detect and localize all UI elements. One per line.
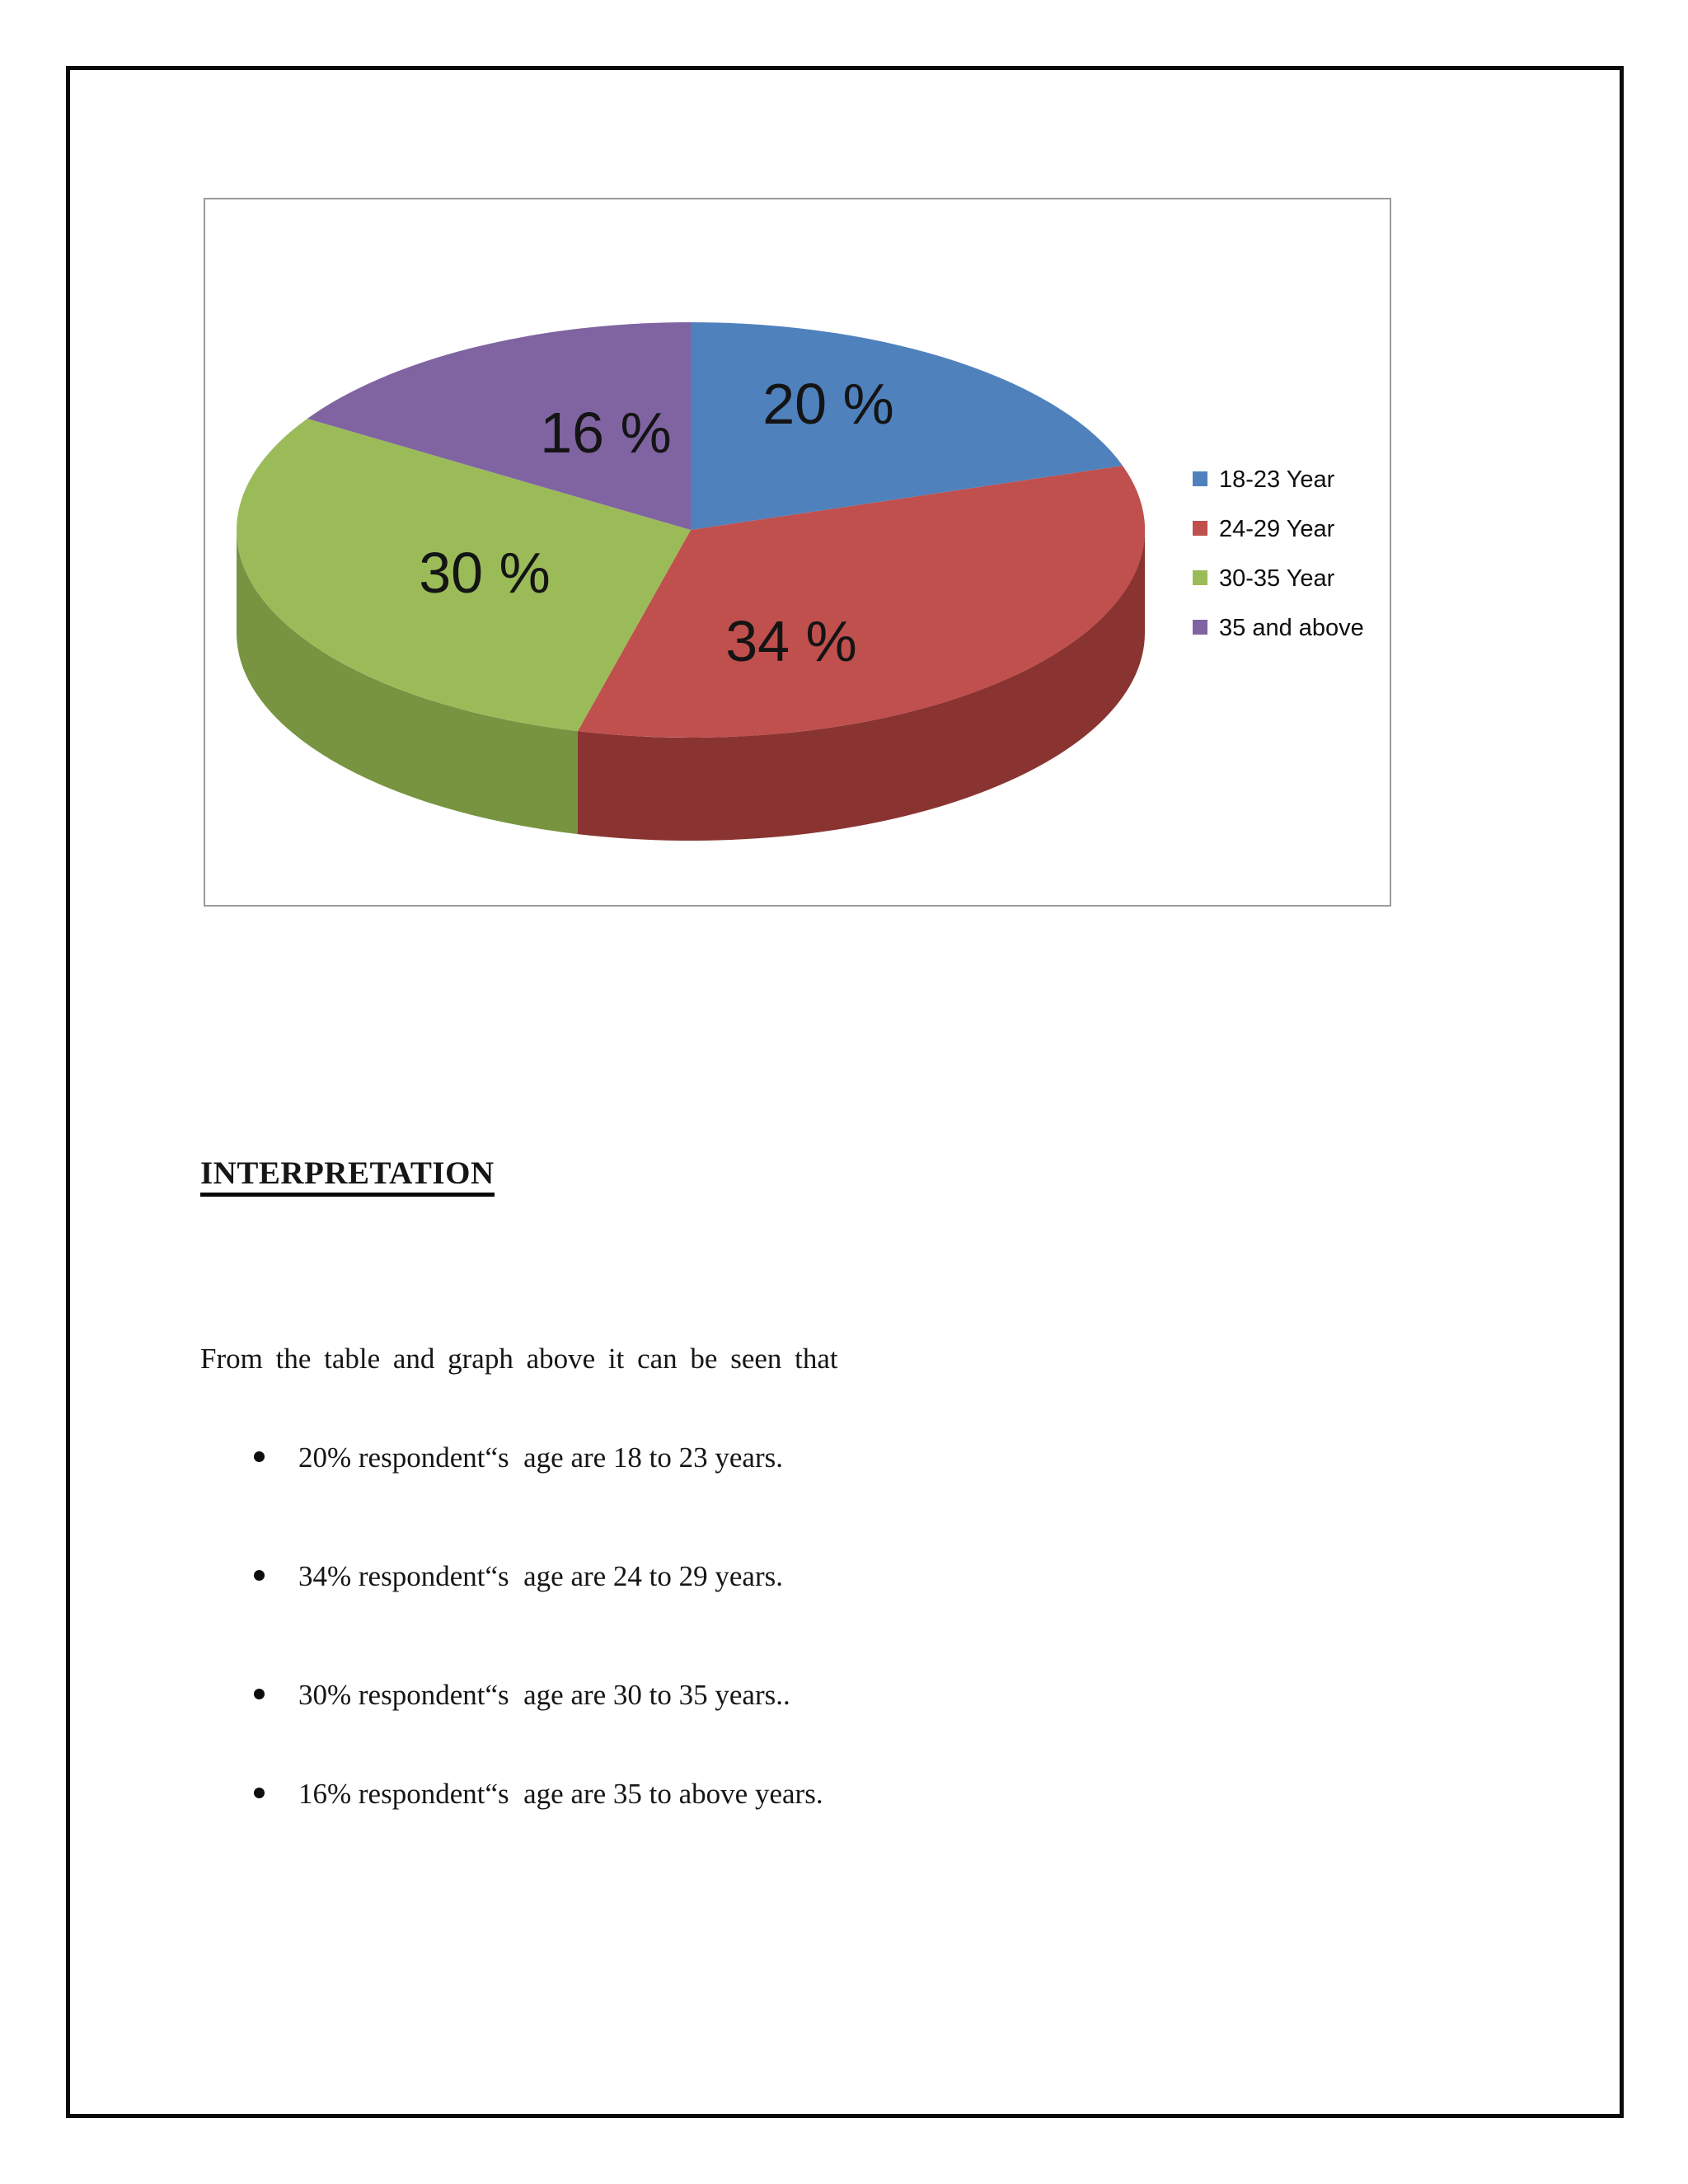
legend-label: 24-29 Year	[1219, 515, 1335, 542]
bullet-text: 34% respondent“s age are 24 to 29 years.	[298, 1560, 783, 1592]
bullet-text: 30% respondent“s age are 30 to 35 years..	[298, 1679, 790, 1711]
pie-label-30-35: 30 %	[419, 541, 551, 605]
list-item	[254, 1559, 783, 1594]
legend-item-35-above	[1193, 614, 1364, 641]
legend-item-18-23	[1193, 466, 1364, 493]
pie-chart-panel	[204, 198, 1391, 907]
legend-swatch-purple	[1193, 620, 1207, 635]
legend-item-30-35	[1193, 565, 1364, 592]
legend-swatch-blue	[1193, 471, 1207, 486]
chart-legend	[1193, 466, 1364, 669]
legend-swatch-green	[1193, 570, 1207, 585]
bullet-icon	[254, 1788, 265, 1798]
pie-label-35-above: 16 %	[540, 401, 672, 465]
legend-swatch-red	[1193, 521, 1207, 536]
legend-label: 30-35 Year	[1219, 565, 1335, 592]
interpretation-heading: INTERPRETATION	[200, 1157, 495, 1197]
bullet-text: 16% respondent“s age are 35 to above years.	[298, 1778, 823, 1810]
list-item	[254, 1441, 783, 1475]
bullet-icon	[254, 1451, 265, 1462]
bullet-icon	[254, 1570, 265, 1581]
pie-label-18-23: 20 %	[762, 372, 894, 436]
legend-item-24-29	[1193, 515, 1364, 542]
interpretation-intro: From the table and graph above it can be seen that	[200, 1343, 838, 1375]
legend-label: 18-23 Year	[1219, 466, 1335, 493]
legend-label: 35 and above	[1219, 614, 1364, 641]
list-item	[254, 1678, 790, 1713]
list-item	[254, 1777, 823, 1811]
bullet-text: 20% respondent“s age are 18 to 23 years.	[298, 1441, 783, 1474]
pie-label-24-29: 34 %	[725, 609, 857, 673]
bullet-icon	[254, 1689, 265, 1699]
